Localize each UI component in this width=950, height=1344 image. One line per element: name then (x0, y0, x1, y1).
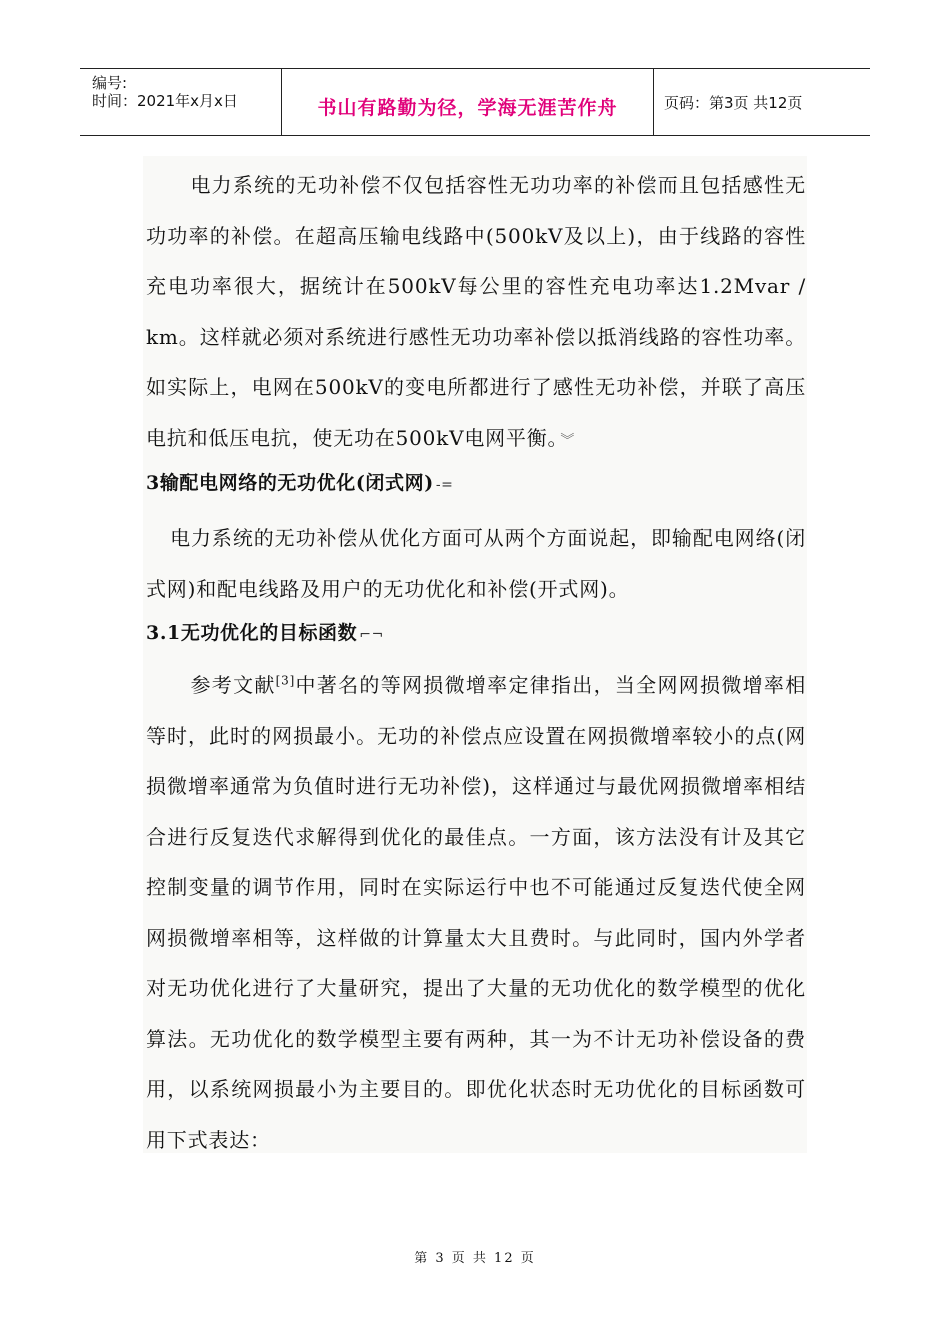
document-number-label: 编号: (92, 74, 128, 92)
paragraph-optimization-aspects (146, 513, 806, 614)
document-header (80, 68, 870, 136)
page-footer: 第 3 页 共 12 页 (414, 1251, 536, 1266)
paragraph-objective-function (146, 660, 806, 1165)
heading-mark: -= (435, 477, 454, 493)
paragraph-text: 电力系统的无功补偿从优化方面可从两个方面说起，即输配电网络(闭式网)和配电线路及用户的无功优化和补偿(开式网)。 (146, 526, 806, 601)
document-time-label: 时间：2021年x月x日 (92, 92, 238, 110)
header-middle-cell (281, 69, 654, 135)
header-left-cell (80, 69, 281, 135)
paragraph-text: 电力系统的无功补偿不仅包括容性无功功率的补偿而且包括感性无功功率的补偿。在超高压输电线路中(500kV及以上)，由于线路的容性充电功率很大，据统计在500kV每公里的容性充电功率达1.2Mvar / km。这样就必须对系统进行感性无功功率补偿以抵消线路的容性功率。如实际上，电网在500kV的变电所都进行了感性无功补偿，并联了高压电抗和低压电抗，使无功在500kV电网平衡。 (146, 173, 806, 450)
paragraph-text-rest: 中著名的等网损微增率定律指出，当全网网损微增率相等时，此时的网损最小。无功的补偿点应设置在网损微增率较小的点(网损微增率通常为负值时进行无功补偿)，这样通过与最优网损微增率相结合进行反复迭代求解得到优化的最佳点。一方面，该方法没有计及其它控制变量的调节作用，同时在实际运行中也不可能通过反复迭代使全网网损微增率相等，这样做的计算量太大且费时。与此同时，国内外学者对无功优化进行了大量研究，提出了大量的无功优化的数学模型的优化算法。无功优化的数学模型主要有两种，其一为不计无功补偿设备的费用，以系统网损最小为主要目的。即优化状态时无功优化的目标函数可用下式表达： (146, 673, 807, 1152)
paragraph-text-start: 参考文献 (190, 673, 276, 697)
paragraph-reactive-compensation (146, 160, 806, 466)
section-heading-3-1 (146, 618, 384, 650)
reference-superscript: [3] (275, 673, 296, 688)
heading-text: 3.1无功优化的目标函数 (146, 622, 358, 644)
section-heading-3 (146, 468, 453, 500)
heading-mark: ⌐¬ (359, 627, 384, 643)
heading-text: 3输配电网络的无功优化(闭式网) (146, 472, 434, 494)
header-motto: 书山有路勤为径，学海无涯苦作舟 (317, 97, 618, 119)
header-right-cell (654, 69, 870, 135)
paragraph-mark: ︾ (560, 432, 576, 449)
header-page-info: 页码：第3页 共12页 (664, 94, 803, 112)
